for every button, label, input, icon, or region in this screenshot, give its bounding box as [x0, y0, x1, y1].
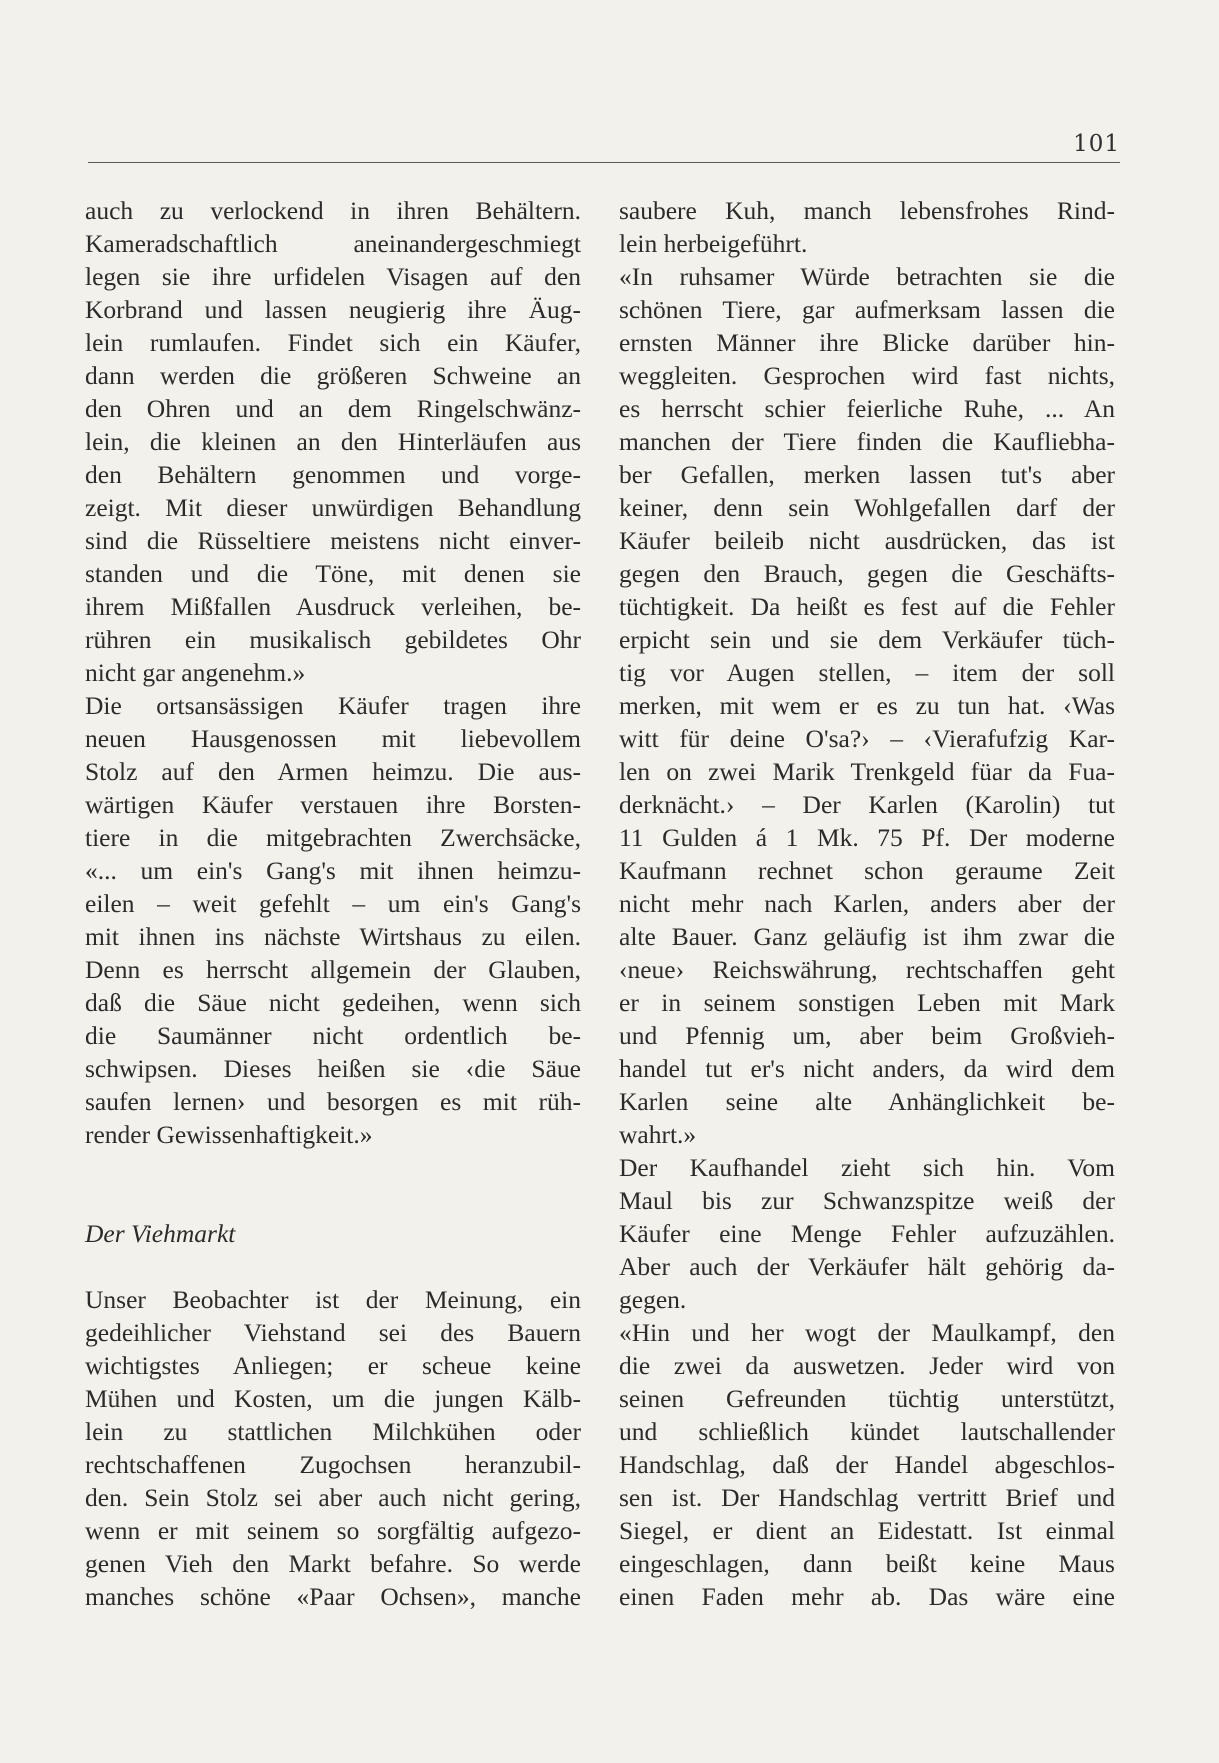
text-line: Aber auch der Verkäufer hält gehörig da- — [619, 1252, 1115, 1281]
text-line: «Hin und her wogt der Maulkampf, den — [619, 1318, 1115, 1347]
text-line: ber Gefallen, merken lassen tut's aber — [619, 460, 1115, 489]
text-line: render Gewissenhaftigkeit.» — [85, 1120, 373, 1149]
text-line: gegen. — [619, 1285, 687, 1314]
text-line: lein rumlaufen. Findet sich ein Käufer, — [85, 328, 581, 357]
text-line: gedeihlicher Viehstand sei des Bauern — [85, 1318, 581, 1347]
text-line: ernsten Männer ihre Blicke darüber hin- — [619, 328, 1115, 357]
text-line: saubere Kuh, manch lebensfrohes Rind- — [619, 196, 1115, 225]
text-line: weggleiten. Gesprochen wird fast nichts, — [619, 361, 1115, 390]
text-line: wahrt.» — [619, 1120, 697, 1149]
text-line: ihrem Mißfallen Ausdruck verleihen, be- — [85, 592, 581, 621]
text-line: «In ruhsamer Würde betrachten sie die — [619, 262, 1115, 291]
text-line: schönen Tiere, gar aufmerksam lassen die — [619, 295, 1115, 324]
text-line: lein, die kleinen an den Hinterläufen aus — [85, 427, 581, 456]
text-line: mit ihnen ins nächste Wirtshaus zu eilen. — [85, 922, 581, 951]
text-line: rechtschaffenen Zugochsen heranzubil- — [85, 1450, 581, 1479]
text-line: erpicht sein und sie dem Verkäufer tüch- — [619, 625, 1115, 654]
text-line: manches schöne «Paar Ochsen», manche — [85, 1582, 581, 1611]
spacer — [85, 1184, 581, 1217]
text-line: und Pfennig um, aber beim Großvieh- — [619, 1021, 1115, 1050]
text-line: Siegel, er dient an Eidestatt. Ist einmal — [619, 1516, 1115, 1545]
right-column — [619, 194, 1115, 1613]
text-line: wenn er mit seinem so sorgfältig aufgezo- — [85, 1516, 581, 1545]
text-line: lein herbeigeführt. — [619, 229, 808, 258]
text-line: rühren ein musikalisch gebildetes Ohr — [85, 625, 581, 654]
text-line: neuen Hausgenossen mit liebevollem — [85, 724, 581, 753]
text-line: 11 Gulden á 1 Mk. 75 Pf. Der moderne — [619, 823, 1115, 852]
text-line: tiere in die mitgebrachten Zwerchsäcke, — [85, 823, 581, 852]
text-line: Maul bis zur Schwanzspitze weiß der — [619, 1186, 1115, 1215]
text-line: daß die Säue nicht gedeihen, wenn sich — [85, 988, 581, 1017]
text-line: ‹neue› Reichswährung, rechtschaffen geht — [619, 955, 1115, 984]
text-line: lein zu stattlichen Milchkühen oder — [85, 1417, 581, 1446]
paragraph — [619, 1151, 1115, 1316]
spacer — [85, 1151, 581, 1184]
text-line: Karlen seine alte Anhänglichkeit be- — [619, 1087, 1115, 1116]
text-line: manchen der Tiere finden die Kaufliebha- — [619, 427, 1115, 456]
text-line: merken, mit wem er es zu tun hat. ‹Was — [619, 691, 1115, 720]
text-line: Korbrand und lassen neugierig ihre Äug- — [85, 295, 581, 324]
text-line: zeigt. Mit dieser unwürdigen Behandlung — [85, 493, 581, 522]
text-line: dann werden die größeren Schweine an — [85, 361, 581, 390]
text-line: Kaufmann rechnet schon geraume Zeit — [619, 856, 1115, 885]
text-line: eingeschlagen, dann beißt keine Maus — [619, 1549, 1115, 1578]
text-line: sen ist. Der Handschlag vertritt Brief und — [619, 1483, 1115, 1512]
text-line: tüchtigkeit. Da heißt es fest auf die Fehler — [619, 592, 1115, 621]
text-line: sind die Rüsseltiere meistens nicht einver- — [85, 526, 581, 555]
text-line: genen Vieh den Markt befahre. So werde — [85, 1549, 581, 1578]
text-line: gegen den Brauch, gegen die Geschäfts- — [619, 559, 1115, 588]
text-line: standen und die Töne, mit denen sie — [85, 559, 581, 588]
text-line: len on zwei Marik Trenkgeld füar da Fua- — [619, 757, 1115, 786]
text-line: saufen lernen› und besorgen es mit rüh- — [85, 1087, 581, 1116]
paragraph — [85, 1283, 581, 1613]
text-line: es herrscht schier feierliche Ruhe, ... An — [619, 394, 1115, 423]
text-line: «... um ein's Gang's mit ihnen heimzu- — [85, 856, 581, 885]
text-line: schwipsen. Dieses heißen sie ‹die Säue — [85, 1054, 581, 1083]
section-heading: Der Viehmarkt — [85, 1219, 236, 1248]
text-line: Handschlag, daß der Handel abgeschlos- — [619, 1450, 1115, 1479]
text-line: die Saumänner nicht ordentlich be- — [85, 1021, 581, 1050]
text-line: wichtigstes Anliegen; er scheue keine — [85, 1351, 581, 1380]
text-line: den. Sein Stolz sei aber auch nicht gering, — [85, 1483, 581, 1512]
text-line: Mühen und Kosten, um die jungen Kälb- — [85, 1384, 581, 1413]
text-line: den Behältern genommen und vorge- — [85, 460, 581, 489]
text-line: und schließlich kündet lautschallender — [619, 1417, 1115, 1446]
text-line: wärtigen Käufer verstauen ihre Borsten- — [85, 790, 581, 819]
page-number: 101 — [1073, 131, 1120, 157]
text-line: nicht mehr nach Karlen, anders aber der — [619, 889, 1115, 918]
text-line: handel tut er's nicht anders, da wird dem — [619, 1054, 1115, 1083]
text-line: Unser Beobachter ist der Meinung, ein — [85, 1285, 581, 1314]
text-line: nicht gar angenehm.» — [85, 658, 306, 687]
text-line: die zwei da auswetzen. Jeder wird von — [619, 1351, 1115, 1380]
text-line: Kameradschaftlich aneinandergeschmiegt — [85, 229, 581, 258]
paragraph — [619, 1316, 1115, 1613]
left-column — [85, 194, 581, 1613]
text-line: Denn es herrscht allgemein der Glauben, — [85, 955, 581, 984]
text-line: legen sie ihre urfidelen Visagen auf den — [85, 262, 581, 291]
text-line: den Ohren und an dem Ringelschwänz- — [85, 394, 581, 423]
text-line: seinen Gefreunden tüchtig unterstützt, — [619, 1384, 1115, 1413]
text-line: eilen – weit gefehlt – um ein's Gang's — [85, 889, 581, 918]
text-line: Der Kaufhandel zieht sich hin. Vom — [619, 1153, 1115, 1182]
text-line: witt für deine O'sa?› – ‹Vierafufzig Kar- — [619, 724, 1115, 753]
paragraph — [619, 260, 1115, 1151]
text-line: Die ortsansässigen Käufer tragen ihre — [85, 691, 581, 720]
text-line: tig vor Augen stellen, – item der soll — [619, 658, 1115, 687]
text-line: derknächt.› – Der Karlen (Karolin) tut — [619, 790, 1115, 819]
text-line: Stolz auf den Armen heimzu. Die aus- — [85, 757, 581, 786]
text-line: er in seinem sonstigen Leben mit Mark — [619, 988, 1115, 1017]
text-line: alte Bauer. Ganz geläufig ist ihm zwar die — [619, 922, 1115, 951]
text-line: Käufer beileib nicht ausdrücken, das ist — [619, 526, 1115, 555]
text-line: einen Faden mehr ab. Das wäre eine — [619, 1582, 1115, 1611]
text-line: Käufer eine Menge Fehler aufzuzählen. — [619, 1219, 1115, 1248]
spacer — [85, 1250, 581, 1283]
header-rule — [88, 162, 1120, 163]
paragraph — [85, 194, 581, 689]
paragraph — [85, 689, 581, 1151]
text-line: keiner, denn sein Wohlgefallen darf der — [619, 493, 1115, 522]
paragraph — [619, 194, 1115, 260]
text-line: auch zu verlockend in ihren Behältern. — [85, 196, 581, 225]
